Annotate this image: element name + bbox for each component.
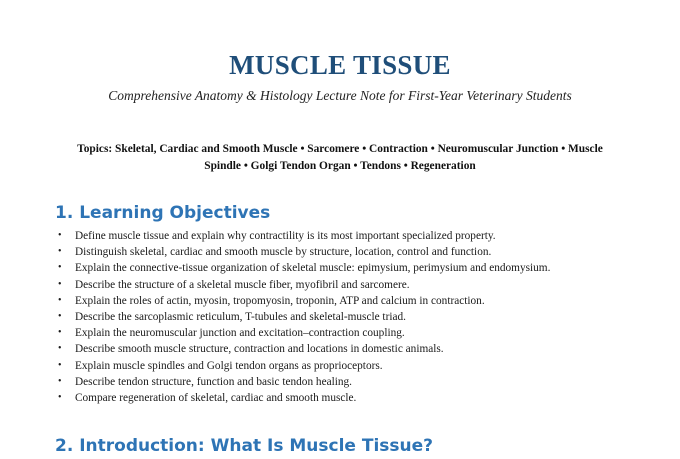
learning-objectives-list xyxy=(58,228,658,406)
list-item-text: Define muscle tissue and explain why contractility is its most important specialized property. xyxy=(75,230,496,242)
list-item-text: Describe the structure of a skeletal muscle fiber, myofibril and sarcomere. xyxy=(75,278,410,291)
list-item-text: Compare regeneration of skeletal, cardiac and smooth muscle. xyxy=(75,392,357,405)
list-item xyxy=(58,325,658,341)
section-heading-learning-objectives: 1. Learning Objectives xyxy=(55,203,271,223)
bullet-icon: • xyxy=(58,392,62,404)
bullet-icon: • xyxy=(58,375,62,387)
bullet-icon: • xyxy=(58,246,62,258)
document-title: MUSCLE TISSUE xyxy=(229,50,451,80)
bullet-icon: • xyxy=(58,294,62,306)
list-item xyxy=(58,358,658,374)
list-item xyxy=(58,228,658,244)
list-item xyxy=(58,341,658,357)
topics-summary xyxy=(60,141,620,175)
list-item-text: Explain the connective-tissue organization of skeletal muscle: epimysium, perimysium and endomysium. xyxy=(75,262,551,275)
topics-line: Topics: Skeletal, Cardiac and Smooth Muscle • Sarcomere • Contraction • Neuromuscular Junction • Muscle xyxy=(77,143,603,155)
list-item-text: Describe smooth muscle structure, contraction and locations in domestic animals. xyxy=(75,343,444,356)
bullet-icon: • xyxy=(58,230,62,241)
list-item xyxy=(58,244,658,260)
list-item xyxy=(58,309,658,325)
list-item xyxy=(58,374,658,390)
bullet-icon: • xyxy=(58,278,62,290)
section-heading-introduction: 2. Introduction: What Is Muscle Tissue? xyxy=(55,436,434,456)
list-item-text: Explain the neuromuscular junction and excitation–contraction coupling. xyxy=(75,327,405,340)
list-item-text: Describe the sarcoplasmic reticulum, T-tubules and skeletal-muscle triad. xyxy=(75,311,406,324)
bullet-icon: • xyxy=(58,327,62,339)
list-item xyxy=(58,390,658,406)
document-subtitle: Comprehensive Anatomy & Histology Lecture Note for First-Year Veterinary Students xyxy=(108,88,572,103)
list-item xyxy=(58,293,658,309)
list-item-text: Describe tendon structure, function and basic tendon healing. xyxy=(75,375,352,388)
bullet-icon: • xyxy=(58,359,62,371)
topics-line: Spindle • Golgi Tendon Organ • Tendons • Regeneration xyxy=(204,160,476,172)
list-item-text: Explain the roles of actin, myosin, tropomyosin, troponin, ATP and calcium in contraction. xyxy=(75,294,485,307)
list-item xyxy=(58,260,658,276)
list-item xyxy=(58,277,658,293)
bullet-icon: • xyxy=(58,262,62,274)
list-item-text: Distinguish skeletal, cardiac and smooth muscle by structure, location, control and function. xyxy=(75,246,492,259)
bullet-icon: • xyxy=(58,311,62,323)
list-item-text: Explain muscle spindles and Golgi tendon organs as proprioceptors. xyxy=(75,359,383,372)
bullet-icon: • xyxy=(58,343,62,355)
